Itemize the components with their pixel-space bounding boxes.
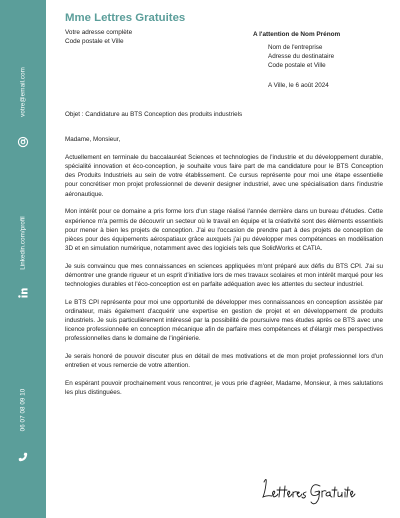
sender-name: Mme Lettres Gratuites bbox=[65, 12, 186, 24]
sender-address-line: Votre adresse complète bbox=[65, 29, 133, 36]
paragraph: En espérant pouvoir prochainement vous rencontrer, je vous prie d'agréer, Madame, Monsieur, à mes salutations les plus distinguées. bbox=[65, 380, 383, 397]
linkedin-icon bbox=[18, 288, 28, 298]
paragraph: Je suis convaincu que mes connaissances en sciences appliquées m'ont préparé aux défis du BTS CPI. J'ai su démontrer une grande rigueur et un esprit d'initiative lors de mes travaux scolaires et mon intérêt marqué pour les technologies durables et l'éco-conception est en parfaite adéquation avec les attentes du secteur industriel. bbox=[65, 262, 383, 289]
sender-address bbox=[65, 28, 132, 46]
recipient-address bbox=[268, 44, 334, 70]
recipient-company: Nom de l'entreprise bbox=[268, 44, 323, 51]
at-sign-icon bbox=[18, 137, 29, 148]
handwritten-signature bbox=[258, 472, 358, 508]
recipient-title: A l'attention de Nom Prénom bbox=[253, 31, 341, 38]
sender-city-line: Code postale et Ville bbox=[65, 38, 124, 45]
paragraph: Le BTS CPI représente pour moi une opportunité de développer mes connaissances en conception assistée par ordinateur, mais également d'acquérir une expertise en gestion de projet et en développement de produits industriels. Je suis particulièrement intéressé par la possibilité de poursuivre mes études après ce BTS avec une licence professionnelle en conception mécanique afin de parfaire mes compétences et d'élargir mes perspectives professionnelles dans le domaine de l'ingénierie. bbox=[65, 298, 383, 343]
recipient-city: Code postale et Ville bbox=[268, 61, 326, 69]
paragraph: Actuellement en terminale du baccalauréat Sciences et technologies de l'industrie et du développement durable, spécialité innovation et éco-conception, je souhaite vous faire part de ma candidature pour le BTS Conception des Produits Industriels au sein de votre établissement. Ce cursus représente pour moi une étape essentielle pour concrétiser mon projet professionnel de devenir designer industriel, avec une spécialisation dans l'industrie aéronautique. bbox=[65, 154, 383, 198]
recipient-street: Adresse du destinataire bbox=[268, 52, 335, 60]
letter-body bbox=[65, 153, 383, 406]
sidebar-phone[interactable]: 06 07 08 09 10 bbox=[19, 388, 27, 432]
contact-sidebar bbox=[0, 0, 46, 518]
paragraph: Mon intérêt pour ce domaine a pris forme lors d'un stage réalisé l'année dernière dans un bureau d'études. Cette expérience m'a permis de découvrir un secteur où le travail en équipe et la créativité sont des éléments essentiels pour mener à bien les projets de conception. J'ai eu l'occasion de prendre part à des projets de conception de pièces pour des équipements aérospatiaux grâce auxquels j'ai pu développer mes compétences en modélisation 3D et en simulation numérique, notamment avec des logiciels tels que SolidWorks et CATIA. bbox=[65, 208, 383, 252]
letter-date: A Ville, le 6 août 2024 bbox=[268, 82, 329, 89]
sidebar-linkedin[interactable]: Linkedin.com/profil bbox=[19, 216, 27, 270]
phone-icon bbox=[18, 452, 28, 462]
letter-greeting: Madame, Monsieur, bbox=[65, 136, 121, 143]
sidebar-email[interactable]: votre@email.com bbox=[19, 67, 27, 117]
letter-object: Objet : Candidature au BTS Conception des produits industriels bbox=[65, 111, 243, 118]
paragraph: Je serais honoré de pouvoir discuter plus en détail de mes motivations et de mon projet professionnel lors d'un entretien et vous remercie de votre attention. bbox=[65, 353, 383, 370]
